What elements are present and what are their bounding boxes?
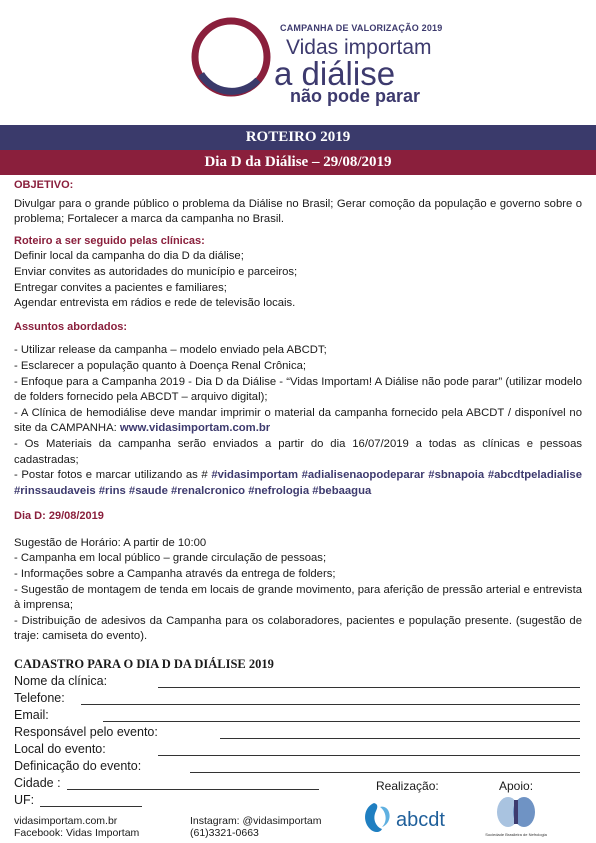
nome-clinica-field[interactable] xyxy=(158,676,580,688)
realizacao-label: Realização: xyxy=(376,779,439,793)
objetivo-text: Divulgar para o grande público o problema da Diálise no Brasil; Gerar comoção da população e governo sobre o problema; Fortalecer a marca da campanha no Brasil. xyxy=(14,197,582,226)
form-row-local xyxy=(14,740,580,756)
footer-middle xyxy=(190,815,321,839)
dia-d-item: - Sugestão de montagem de tenda em locais de grande movimento, para aferição de pressão arterial e entrevista à imprensa; xyxy=(14,583,582,612)
footer-left xyxy=(14,815,139,839)
apoio-label: Apoio: xyxy=(499,779,534,793)
assuntos-item: - Os Materiais da campanha serão enviados a partir do dia 16/07/2019 a todas as clínicas e pessoas cadastradas; xyxy=(14,437,582,466)
abcdt-logo-icon xyxy=(360,797,460,837)
document-body xyxy=(14,178,582,645)
responsavel-field[interactable] xyxy=(220,727,580,739)
nome-clinica-label: Nome da clínica: xyxy=(14,674,108,688)
assuntos-text: - Postar fotos e marcar utilizando as # xyxy=(14,469,212,482)
telefone-label: Telefone: xyxy=(14,691,65,705)
email-field[interactable] xyxy=(103,710,580,722)
abcdt-logo-text: abcdt xyxy=(396,809,445,831)
email-label: Email: xyxy=(14,708,49,722)
cadastro-title: CADASTRO PARA O DIA D DA DIÁLISE 2019 xyxy=(14,657,274,671)
dia-d-item: Sugestão de Horário: A partir de 10:00 xyxy=(14,536,207,549)
uf-label: UF: xyxy=(14,793,35,807)
footer-phone: (61)3321-0663 xyxy=(190,827,259,839)
assuntos-text: - A Clínica de hemodiálise deve mandar imprimir o material da campanha fornecido pela ABCDT / disponível no site da CAMPANHA: xyxy=(14,406,582,435)
campaign-title: CAMPANHA DE VALORIZAÇÃO 2019 xyxy=(280,23,443,33)
objetivo-title: OBJETIVO: xyxy=(14,179,74,191)
form-row-definicao xyxy=(14,757,580,773)
dia-d-item: - Distribuição de adesivos da Campanha para os colaboradores, pacientes e população presente. (sugestão de traje: camiseta do evento). xyxy=(14,614,582,643)
assuntos-item: - Esclarecer a população quanto à Doença Renal Crônica; xyxy=(14,359,307,372)
responsavel-label: Responsável pelo evento: xyxy=(14,725,158,739)
hashtags: #vidasimportam #adialisenaopodeparar #sbnapoia #abcdtpeladialise #rinssaudaveis #rins #saude #renalcronico #nefrologia #bebaagua xyxy=(14,469,582,497)
roteiro-item: Entregar convites a pacientes e familiares; xyxy=(14,281,227,294)
roteiro-title: Roteiro a ser seguido pelas clínicas: xyxy=(14,234,205,247)
assuntos-title: Assuntos abordados: xyxy=(14,320,128,333)
local-label: Local do evento: xyxy=(14,742,106,756)
campaign-logo-ring-icon xyxy=(188,14,274,100)
roteiro-item: Definir local da campanha do dia D da diálise; xyxy=(14,250,244,263)
header xyxy=(0,0,596,125)
dia-d-item: - Campanha em local público – grande circulação de pessoas; xyxy=(14,552,327,565)
cidade-field[interactable] xyxy=(67,778,319,790)
assuntos-item: - Enfoque para a Campanha 2019 - Dia D da Diálise - “Vidas Importam! A Diálise não pode parar” (utilizar modelo de folders fornecido pela ABCDT – arquivo digital); xyxy=(14,375,582,404)
cidade-label: Cidade : xyxy=(14,776,61,790)
assuntos-item xyxy=(14,468,582,499)
dia-d-title: Dia D: 29/08/2019 xyxy=(14,510,104,523)
dia-d-band: Dia D da Diálise – 29/08/2019 xyxy=(0,150,596,175)
footer-facebook: Facebook: Vidas Importam xyxy=(14,827,140,839)
roteiro-band: ROTEIRO 2019 xyxy=(0,125,596,150)
definicao-field[interactable] xyxy=(190,761,580,773)
sbn-logo-icon xyxy=(484,794,548,840)
assuntos-item: - Utilizar release da campanha – modelo enviado pela ABCDT; xyxy=(14,344,327,357)
sbn-caption: Sociedade Brasileira de Nefrologia xyxy=(485,832,547,837)
footer-instagram: Instagram: @vidasimportam xyxy=(190,815,322,827)
definicao-label: Definicação do evento: xyxy=(14,759,142,773)
tagline-nao-pode-parar: não pode parar xyxy=(290,86,421,106)
local-field[interactable] xyxy=(158,744,580,756)
form-row-responsavel xyxy=(14,723,580,739)
roteiro-item: Agendar entrevista em rádios e rede de televisão locais. xyxy=(14,297,296,310)
telefone-field[interactable] xyxy=(81,693,580,705)
tagline-vidas-importam: Vidas importam xyxy=(286,36,432,59)
campaign-site-link[interactable]: www.vidasimportam.com.br xyxy=(119,422,271,435)
footer-site-link[interactable]: vidasimportam.com.br xyxy=(14,815,118,827)
assuntos-item xyxy=(14,406,582,437)
form-row-uf xyxy=(14,791,142,807)
dia-d-item: - Informações sobre a Campanha através da entrega de folders; xyxy=(14,568,336,581)
form-row-email xyxy=(14,706,580,722)
tagline-a-dialise: a diálise xyxy=(274,55,396,92)
uf-field[interactable] xyxy=(40,795,142,807)
form-row-cidade xyxy=(14,774,319,790)
form-row-nome xyxy=(14,672,580,688)
form-row-telefone xyxy=(14,689,580,705)
roteiro-item: Enviar convites as autoridades do município e parceiros; xyxy=(14,265,298,278)
